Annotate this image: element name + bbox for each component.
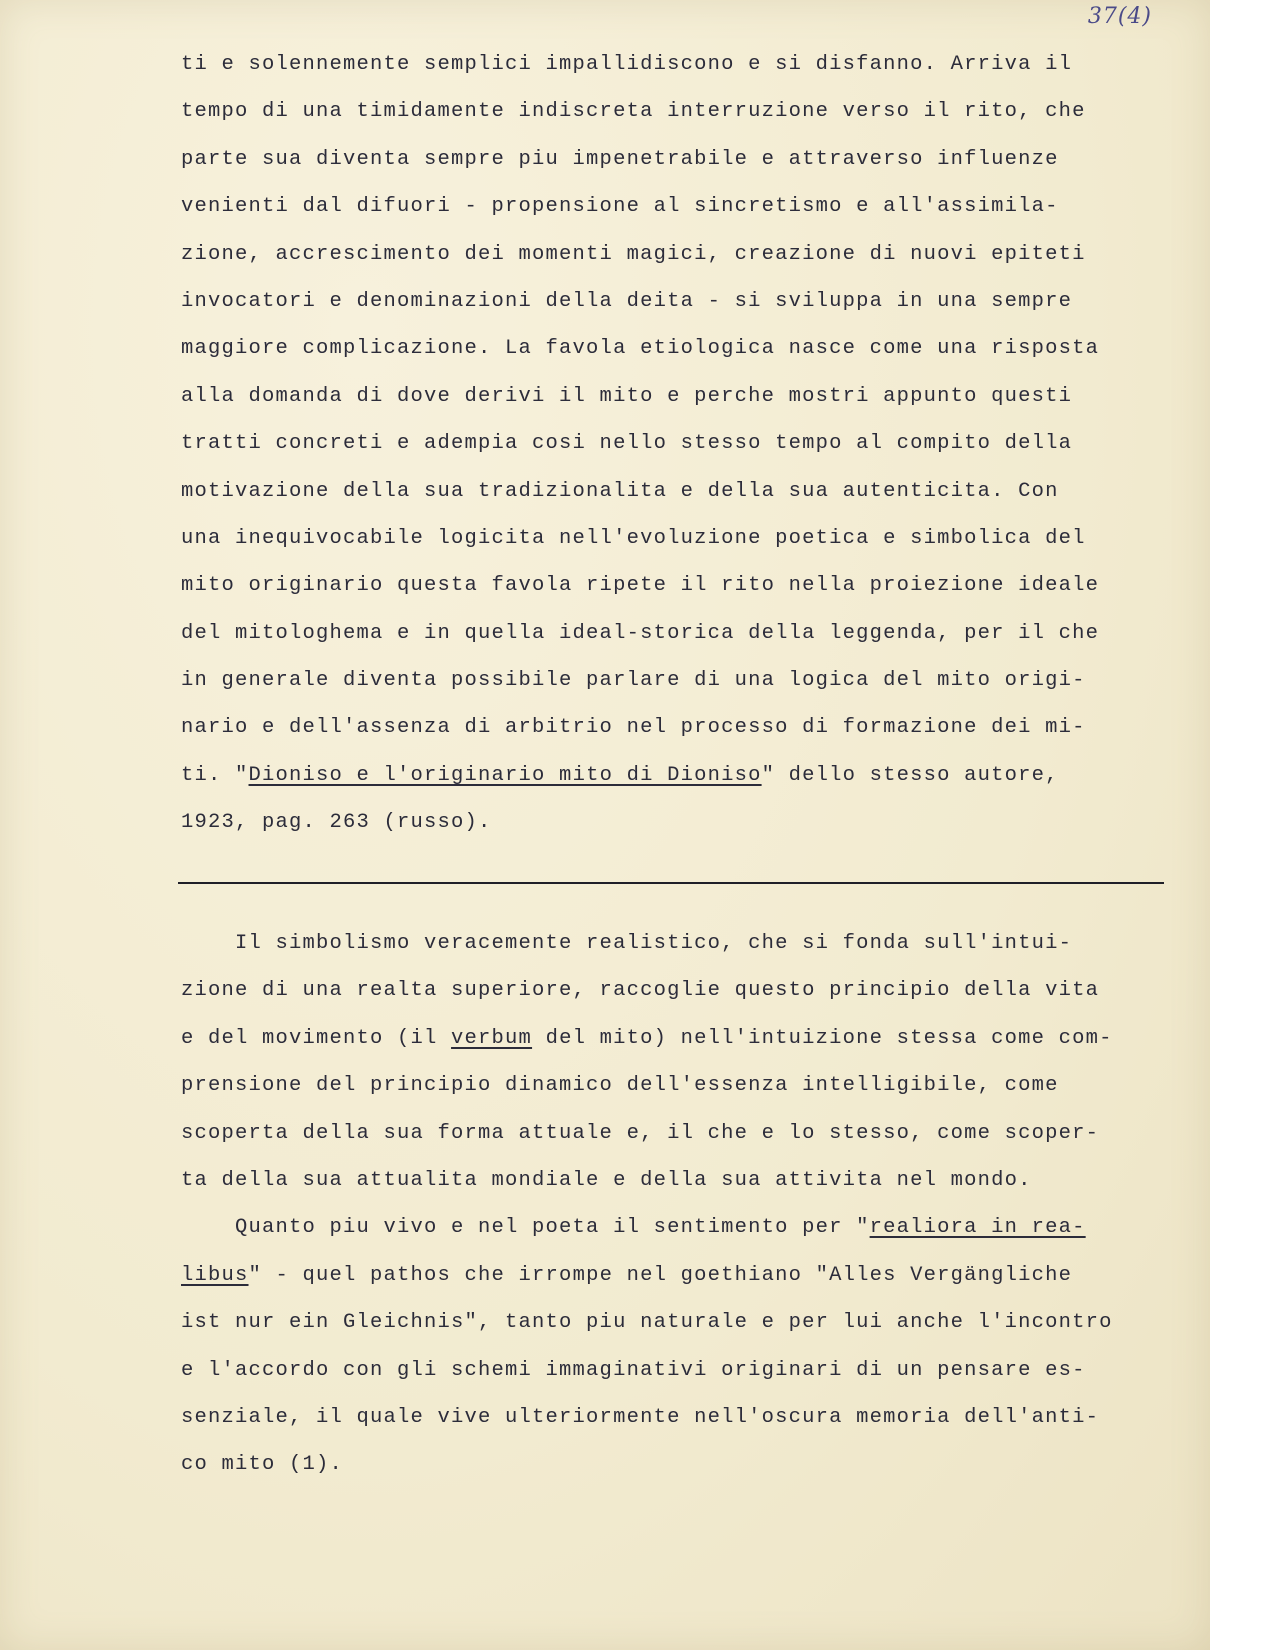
text-line: ist nur ein Gleichnis", tanto piu naturale e per lui anche l'incontro (181, 1311, 1113, 1335)
text-line: motivazione della sua tradizionalita e della sua autenticita. Con (181, 479, 1059, 503)
section-separator (178, 882, 1164, 884)
text-line: tempo di una timidamente indiscreta interruzione verso il rito, che (181, 100, 1086, 124)
text-line: zione di una realta superiore, raccoglie questo principio della vita (181, 979, 1100, 1003)
underlined-term: libus (181, 1263, 249, 1287)
text-fragment: Quanto piu vivo e nel poeta il sentimento per " (181, 1216, 870, 1240)
text-line: nario e dell'assenza di arbitrio nel processo di formazione dei mi- (181, 716, 1086, 740)
text-fragment: " - quel pathos che irrompe nel goethiano "Alles Vergängliche (248, 1263, 1073, 1287)
citation-line: 1923, pag. 263 (russo). (181, 811, 492, 835)
underlined-term: verbum (451, 1026, 533, 1050)
cited-title: Dioniso e l'originario mito di Dioniso (248, 763, 762, 787)
underlined-term: realiora in rea- (869, 1216, 1086, 1240)
page-number: 37(4) (1087, 4, 1152, 29)
text-line: ta della sua attualita mondiale e della sua attivita nel mondo. (181, 1168, 1032, 1192)
text-line: senziale, il quale vive ulteriormente nell'oscura memoria dell'anti- (181, 1405, 1100, 1429)
footnote-continuation (181, 41, 1099, 847)
text-line (181, 1015, 1113, 1062)
text-line (181, 1204, 1113, 1251)
text-fragment: e del movimento (il (181, 1026, 452, 1050)
text-line: Il simbolismo veracemente realistico, che si fonda sull'intui- (181, 932, 1073, 955)
text-fragment: " dello stesso autore, (761, 763, 1059, 787)
text-line: una inequivocabile logicita nell'evoluzione poetica e simbolica del (181, 526, 1086, 550)
text-line: ti e solennemente semplici impallidiscono e si disfanno. Arriva il (181, 53, 1073, 76)
text-line: alla domanda di dove derivi il mito e perche mostri appunto questi (181, 384, 1073, 408)
text-line: tratti concreti e adempia cosi nello stesso tempo al compito della (181, 432, 1073, 456)
text-line: invocatori e denominazioni della deita - si sviluppa in una sempre (181, 289, 1073, 313)
text-line (181, 1252, 1113, 1299)
text-line: in generale diventa possibile parlare di una logica del mito origi- (181, 669, 1086, 693)
text-line: prensione del principio dinamico dell'essenza intelligibile, come (181, 1074, 1059, 1098)
main-text (181, 920, 1113, 1489)
text-line: mito originario questa favola ripete il rito nella proiezione ideale (181, 574, 1100, 598)
text-line: co mito (1). (181, 1453, 344, 1477)
text-line-with-title (181, 752, 1099, 799)
text-line: zione, accrescimento dei momenti magici, creazione di nuovi epiteti (181, 242, 1086, 266)
text-fragment: del mito) nell'intuizione stessa come com- (532, 1026, 1113, 1050)
text-line: del mitologhema e in quella ideal-storica della leggenda, per il che (181, 621, 1100, 645)
text-line: scoperta della sua forma attuale e, il che e lo stesso, come scoper- (181, 1121, 1100, 1145)
text-line: venienti dal difuori - propensione al sincretismo e all'assimila- (181, 195, 1059, 219)
text-fragment: ti. " (181, 763, 249, 787)
text-line: e l'accordo con gli schemi immaginativi originari di un pensare es- (181, 1358, 1086, 1382)
text-line: parte sua diventa sempre piu impenetrabile e attraverso influenze (181, 147, 1059, 171)
text-line: maggiore complicazione. La favola etiologica nasce come una risposta (181, 337, 1100, 361)
